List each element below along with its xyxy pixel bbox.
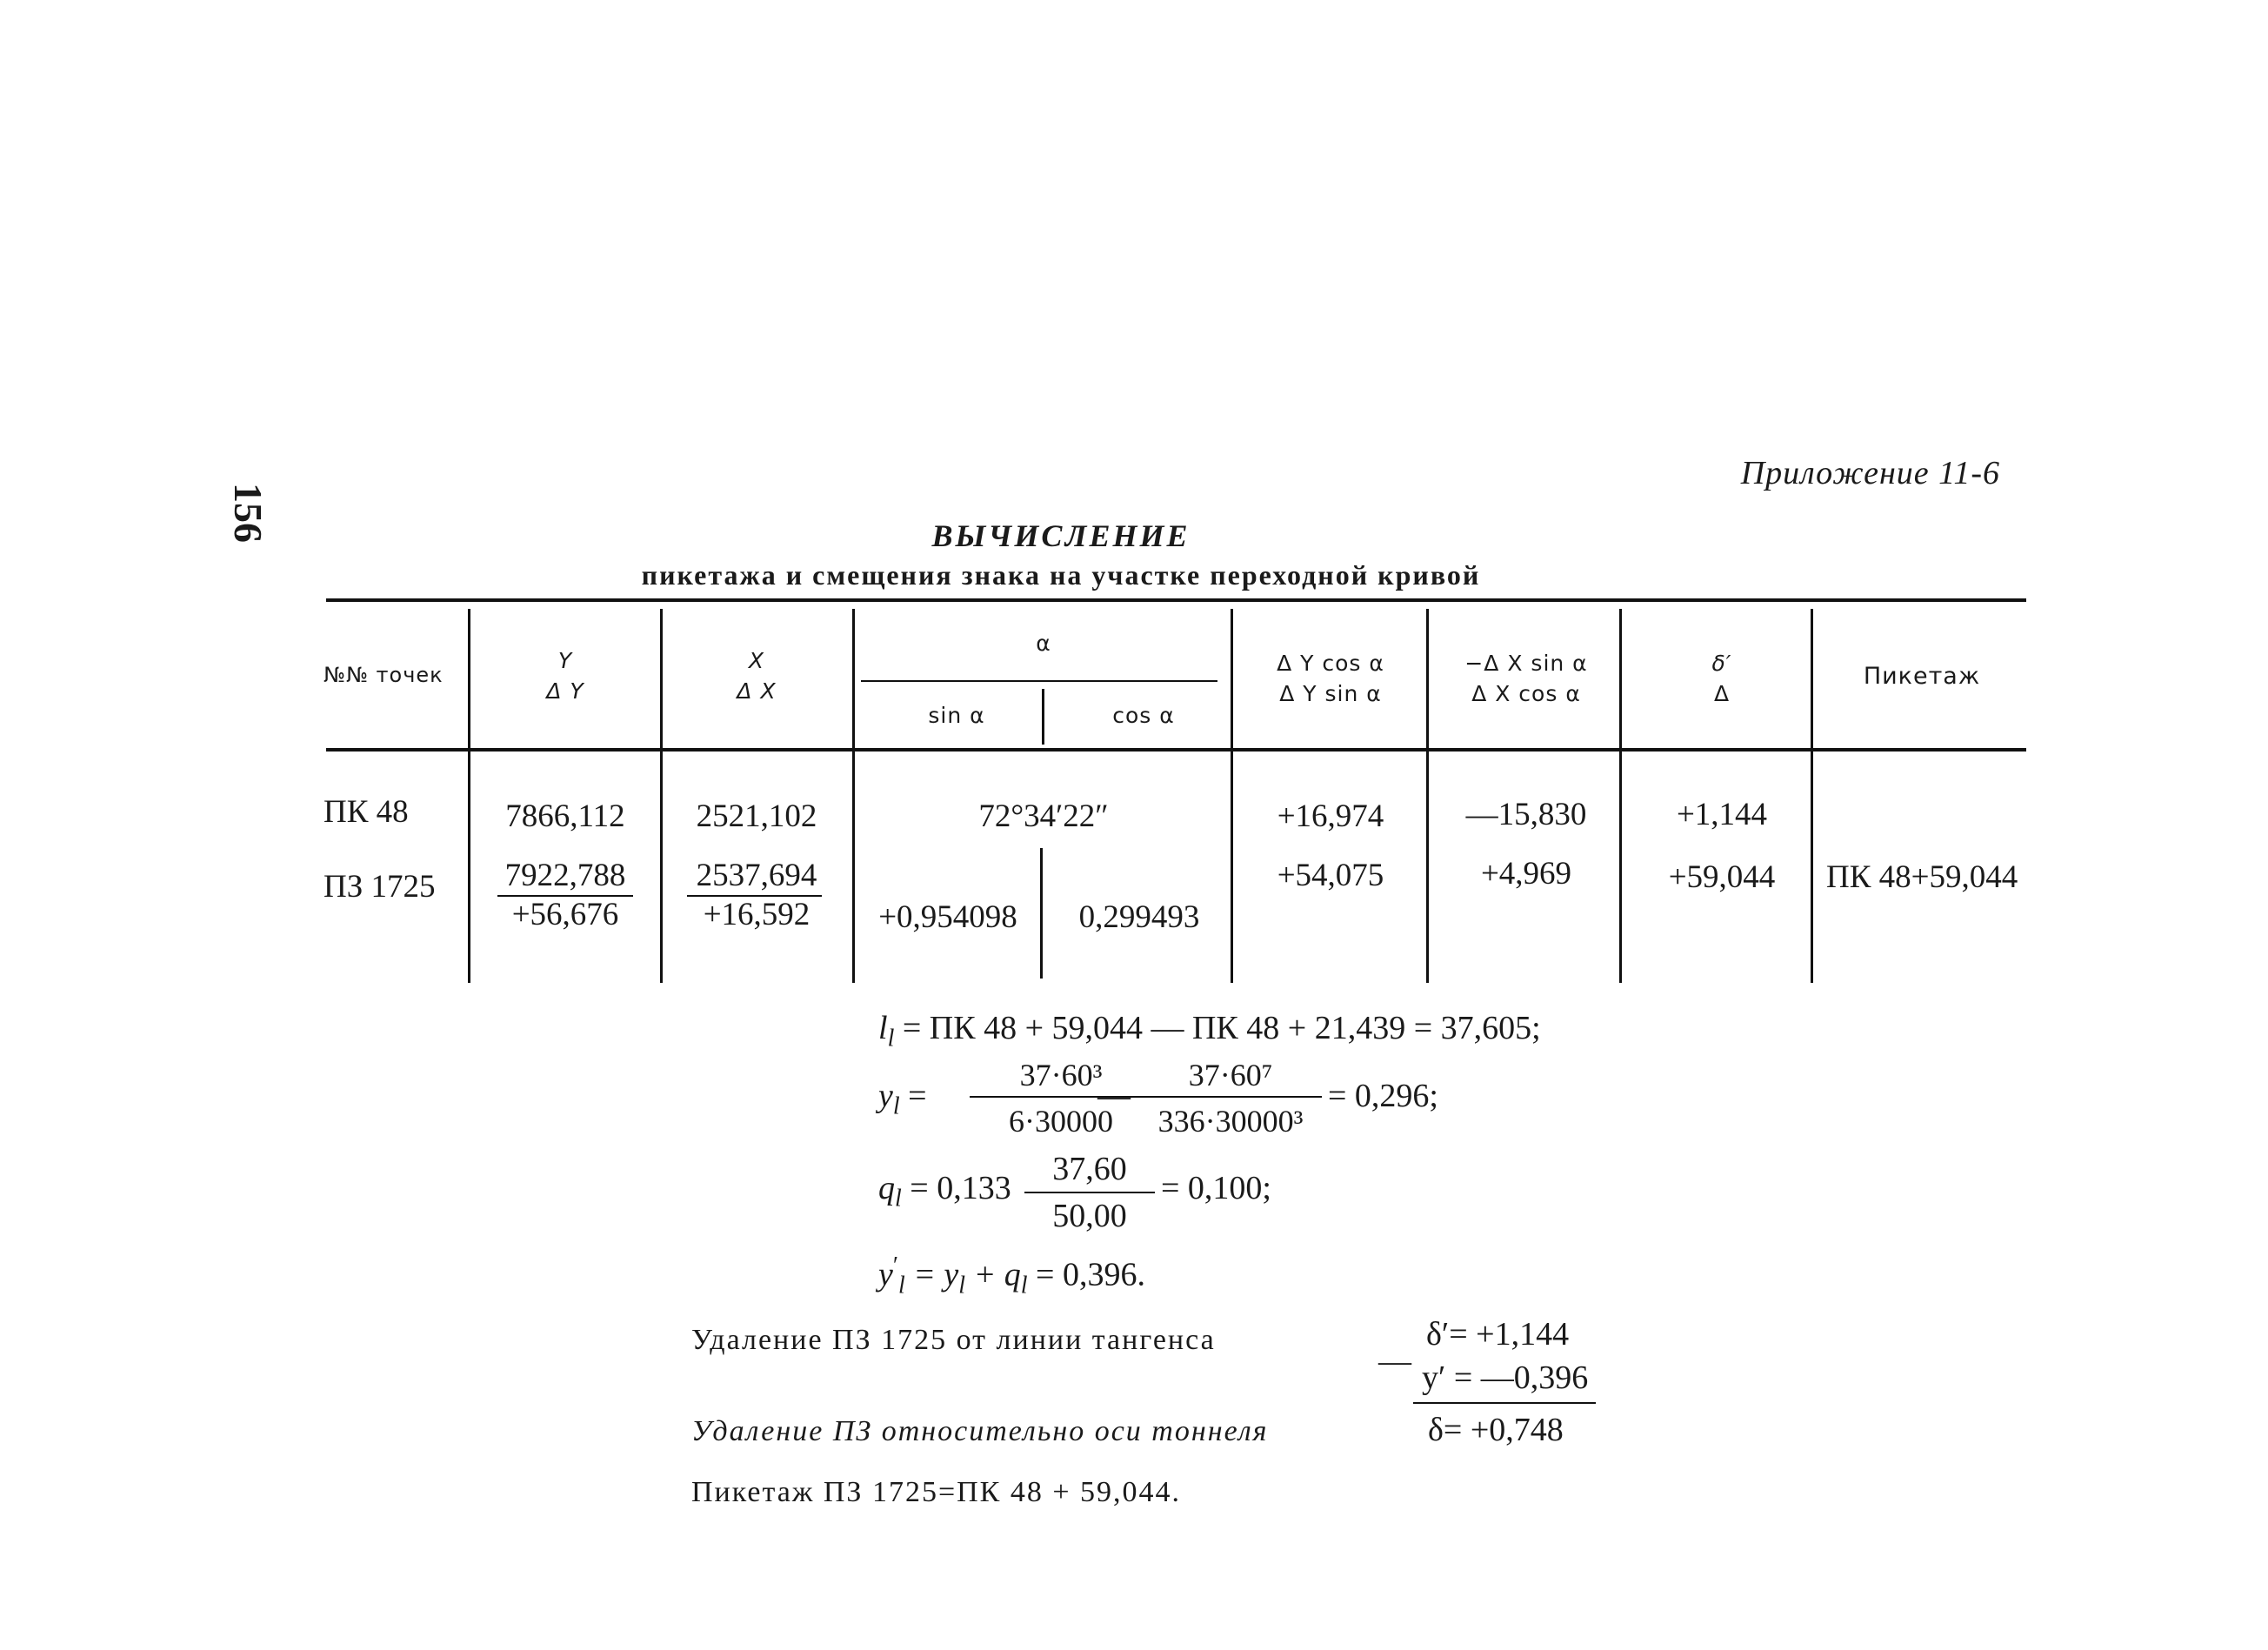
header-dx-top: −Δ X sin α — [1464, 651, 1588, 676]
header-alpha: α — [1036, 631, 1051, 656]
formula-yprime — [878, 1253, 1145, 1299]
header-picket: Пикетаж — [1863, 663, 1981, 690]
formula-yprime-plus: + q — [973, 1256, 1021, 1293]
cell-delta: +1,144 — [1676, 797, 1768, 832]
formula-l-subscript: l — [887, 1025, 895, 1052]
cell-y-bottom: +56,676 — [511, 897, 619, 932]
formula-y-subscript: l — [892, 1092, 900, 1120]
formula-y-rhs: = 0,296; — [1328, 1078, 1438, 1114]
header-x-bottom: Δ X — [737, 678, 777, 704]
col-divider — [1231, 609, 1233, 983]
formula-y-frac2-line — [1139, 1096, 1322, 1098]
formula-q-num: 37,60 — [1052, 1151, 1127, 1187]
col-divider — [1040, 848, 1043, 979]
col-divider — [1619, 609, 1622, 983]
header-y-top: Y — [557, 648, 573, 673]
formula-q-line — [1024, 1192, 1155, 1193]
formula-q-equals: = 0,133 — [910, 1170, 1011, 1206]
alpha-divider — [861, 680, 1217, 682]
cell-x: 2521,102 — [696, 798, 817, 834]
document-subtitle: пикетажа и смещения знака на участке переходной кривой — [641, 559, 1481, 591]
formula-l — [878, 1009, 1541, 1053]
cell-dycos: +54,075 — [1277, 858, 1384, 893]
cell-sin: +0,954098 — [878, 899, 1017, 935]
cell-point: ПЗ 1725 — [324, 869, 436, 905]
col-divider — [1811, 609, 1813, 983]
header-sin: sin α — [928, 703, 985, 728]
formula-y-lhs — [878, 1077, 927, 1121]
col-divider — [1426, 609, 1429, 983]
header-dy-bottom: Δ Y sin α — [1279, 681, 1382, 706]
header-delta-bottom: Δ — [1713, 681, 1731, 706]
formula-q-den: 50,00 — [1052, 1198, 1127, 1234]
formula-q-rhs: = 0,100; — [1161, 1170, 1271, 1206]
formula-y-equals: = — [908, 1078, 927, 1114]
delta-result-value: δ= +0,748 — [1428, 1412, 1564, 1448]
formula-yprime-plus-subscript: l — [1020, 1272, 1028, 1299]
cell-dxsin: +4,969 — [1480, 856, 1572, 892]
formula-y-frac1-den: 6·30000 — [1009, 1104, 1113, 1139]
header-dy-top: Δ Y cos α — [1277, 651, 1384, 676]
formula-y-frac2-den: 336·30000³ — [1157, 1104, 1304, 1139]
col-divider — [468, 609, 470, 983]
removal-tangent-label: Удаление ПЗ 1725 от линии тангенса — [691, 1324, 1216, 1356]
delta-prime-value: δ′= +1,144 — [1426, 1316, 1570, 1353]
minus-sign: — — [1378, 1343, 1411, 1379]
formula-yprime-rhs: = y — [913, 1256, 959, 1293]
cell-x-bottom: +16,592 — [703, 897, 810, 932]
cell-x-top: 2537,694 — [696, 858, 817, 893]
col-divider — [1042, 689, 1044, 745]
header-x-top: X — [748, 648, 765, 673]
table-top-rule — [326, 598, 2026, 602]
formula-y-frac1-num: 37·60³ — [1019, 1058, 1103, 1092]
formula-y-frac2-num: 37·60⁷ — [1188, 1058, 1273, 1092]
document-title: ВЫЧИСЛЕНИЕ — [931, 518, 1191, 553]
cell-alpha: 72°34′22″ — [978, 798, 1109, 834]
formula-q-symbol: q — [878, 1170, 895, 1206]
formula-y-minus: — — [1097, 1078, 1131, 1114]
cell-picket: ПК 48+59,044 — [1826, 859, 2018, 895]
formula-yprime-mark: ′ — [892, 1253, 898, 1279]
col-divider — [852, 609, 855, 983]
result-divider — [1413, 1402, 1596, 1404]
formula-l-rhs: = ПК 48 + 59,044 — ПК 48 + 21,439 = 37,605; — [902, 1010, 1541, 1046]
header-points: №№ точек — [324, 663, 444, 687]
cell-dxsin: —15,830 — [1465, 797, 1587, 832]
formula-l-symbol: l — [878, 1010, 888, 1046]
formula-yprime-symbol: y — [878, 1256, 893, 1293]
formula-yprime-rhs-subscript: l — [958, 1272, 966, 1299]
picket-result: Пикетаж ПЗ 1725=ПК 48 + 59,044. — [691, 1476, 1182, 1508]
header-cos: cos α — [1112, 703, 1175, 728]
cell-delta: +59,044 — [1668, 859, 1776, 895]
page-number: 156 — [226, 483, 270, 543]
appendix-label: Приложение 11-6 — [1740, 455, 2000, 491]
header-dx-bottom: Δ X cos α — [1471, 681, 1581, 706]
header-y-bottom: Δ Y — [546, 678, 584, 704]
col-divider — [660, 609, 663, 983]
header-delta-top: δ′ — [1711, 651, 1732, 676]
cell-y: 7866,112 — [505, 798, 625, 834]
header-bottom-rule — [326, 748, 2026, 752]
cell-point: ПК 48 — [324, 794, 409, 830]
yl-value: y′ = —0,396 — [1422, 1359, 1589, 1396]
formula-q-subscript: l — [895, 1185, 902, 1212]
cell-cos: 0,299493 — [1078, 899, 1200, 935]
formula-yprime-subscript: l — [898, 1272, 905, 1299]
cell-dycos: +16,974 — [1277, 798, 1384, 834]
formula-y-symbol: y — [878, 1078, 893, 1114]
formula-q-lhs — [878, 1169, 1011, 1213]
removal-axis-label: Удаление ПЗ относительно оси тоннеля — [691, 1415, 1269, 1447]
cell-y-top: 7922,788 — [504, 858, 626, 893]
formula-yprime-result: = 0,396. — [1036, 1256, 1145, 1293]
